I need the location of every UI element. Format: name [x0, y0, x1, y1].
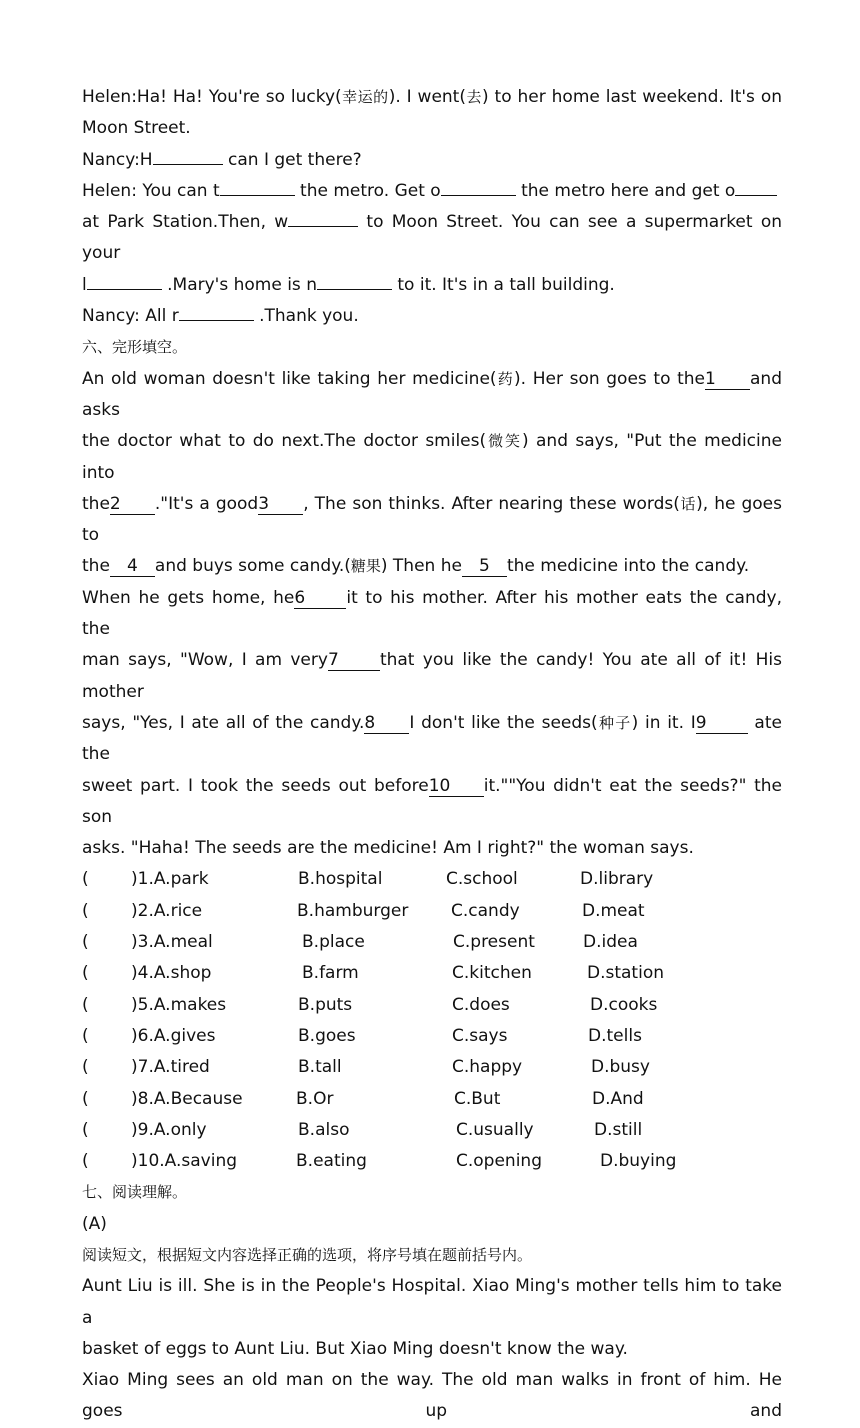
cloze-line-8: sweet part. I took the seeds out before10 it.""You didn't eat the seeds?" the son [82, 775, 783, 827]
cloze-blank-8[interactable]: 8 [364, 713, 409, 734]
option-c: C.opening [456, 1151, 542, 1172]
passage-line-1: Aunt Liu is ill. She is in the People's Hospital. Xiao Ming's mother tells him to take a [82, 1276, 782, 1328]
answer-blank[interactable] [153, 164, 223, 165]
reading-instruction: 阅读短文，根据短文内容选择正确的选项，将序号填在题前括号内。 [82, 1245, 533, 1264]
option-d: D.meat [582, 900, 645, 921]
option-row-10 [82, 1146, 782, 1177]
option-b: B.place [302, 932, 365, 953]
option-d: D.buying [600, 1151, 677, 1172]
option-b: B.also [298, 1119, 350, 1140]
answer-paren[interactable]: ( [82, 1057, 89, 1078]
cloze-blank-7[interactable]: 7 [328, 650, 380, 671]
section-7-title: 七、阅读理解。 [82, 1183, 188, 1202]
cloze-line-6: man says, "Wow, I am very7 that you like the candy! You ate all of it! His mother [82, 650, 782, 702]
passage-label: (A) [82, 1213, 107, 1234]
option-c: C.school [446, 869, 518, 890]
answer-blank[interactable] [735, 195, 777, 196]
answer-paren[interactable]: ( [82, 963, 89, 984]
answer-paren[interactable]: ( [82, 1088, 89, 1109]
option-c: C.happy [452, 1057, 523, 1078]
option-a: )3.A.meal [131, 932, 213, 953]
option-d: D.library [580, 869, 654, 890]
option-c: C.But [454, 1088, 501, 1109]
cloze-blank-6[interactable]: 6 [294, 588, 346, 609]
cloze-blank-9[interactable]: 9 [696, 713, 748, 734]
option-row-1 [82, 864, 782, 895]
dialogue-line-7: Nancy: All r .Thank you. [82, 306, 359, 327]
cloze-line-9: asks. "Haha! The seeds are the medicine! Am I right?" the woman says. [82, 838, 694, 859]
cloze-blank-2[interactable]: 2 [110, 494, 155, 515]
cloze-line-3: the2 ."It's a good3 , The son thinks. After nearing these words(话), he goes to [82, 493, 782, 546]
passage-line-2: basket of eggs to Aunt Liu. But Xiao Ming doesn't know the way. [82, 1338, 628, 1359]
option-d: D.And [592, 1088, 644, 1109]
option-d: D.station [587, 963, 664, 984]
dialogue-line-2: Moon Street. [82, 118, 191, 139]
dialogue-line-5: at Park Station.Then, w to Moon Street. You can see a supermarket on your [82, 212, 782, 264]
cloze-line-4: the 4 and buys some candy.(糖果) Then he 5 the medicine into the candy. [82, 556, 750, 577]
option-row-3 [82, 927, 782, 958]
cloze-blank-4[interactable]: 4 [110, 556, 155, 577]
option-row-2 [82, 896, 782, 927]
option-a: )4.A.shop [131, 963, 212, 984]
option-a: )10.A.saving [131, 1151, 238, 1172]
answer-blank[interactable] [317, 289, 392, 290]
cloze-line-5: When he gets home, he6 it to his mother. After his mother eats the candy, the [82, 587, 782, 640]
answer-paren[interactable]: ( [82, 869, 89, 890]
cloze-line-7: says, "Yes, I ate all of the candy.8 I don't like the seeds(种子) in it. I9 ate the [82, 712, 782, 765]
option-b: B.hospital [298, 869, 383, 890]
section-6-title: 六、完形填空。 [82, 338, 188, 357]
cloze-line-2: the doctor what to do next.The doctor smiles(微笑) and says, "Put the medicine into [82, 431, 782, 483]
dialogue-line-6: l .Mary's home is n to it. It's in a tall building. [82, 274, 615, 295]
dialogue-line-1: Helen:Ha! Ha! You're so lucky(幸运的). I went(去) to her home last weekend. It's on [82, 87, 782, 107]
answer-blank[interactable] [220, 195, 295, 196]
dialogue-line-4: Helen: You can t the metro. Get o the metro here and get o [82, 176, 782, 207]
option-c: C.present [453, 932, 535, 953]
option-b: B.hamburger [297, 900, 409, 921]
option-b: B.puts [298, 994, 353, 1015]
option-a: )8.A.Because [131, 1088, 243, 1109]
option-c: C.does [452, 994, 510, 1015]
option-row-5 [82, 990, 782, 1021]
answer-paren[interactable]: ( [82, 1151, 89, 1172]
answer-paren[interactable]: ( [82, 1025, 89, 1046]
option-a: )7.A.tired [131, 1057, 210, 1078]
option-row-4 [82, 958, 782, 989]
answer-paren[interactable]: ( [82, 900, 89, 921]
option-c: C.kitchen [452, 963, 532, 984]
option-row-9 [82, 1115, 782, 1146]
option-row-8 [82, 1084, 782, 1115]
answer-paren[interactable]: ( [82, 1119, 89, 1140]
cloze-line-1: An old woman doesn't like taking her medicine(药). Her son goes to the1 and asks [82, 368, 782, 420]
option-d: D.still [594, 1119, 643, 1140]
option-d: D.tells [588, 1025, 642, 1046]
passage-line-3: Xiao Ming sees an old man on the way. The old man walks in front of him. He goes up and [82, 1370, 782, 1422]
option-b: B.farm [302, 963, 359, 984]
option-a: )6.A.gives [131, 1025, 216, 1046]
answer-blank[interactable] [288, 226, 358, 227]
option-d: D.cooks [590, 994, 658, 1015]
option-b: B.tall [298, 1057, 342, 1078]
option-c: C.candy [451, 900, 520, 921]
options-list [82, 864, 782, 1177]
cloze-blank-1[interactable]: 1 [705, 369, 750, 390]
answer-blank[interactable] [441, 195, 516, 196]
option-a: )5.A.makes [131, 994, 227, 1015]
cloze-blank-10[interactable]: 10 [429, 776, 484, 797]
option-b: B.goes [298, 1025, 356, 1046]
option-a: )2.A.rice [131, 900, 203, 921]
dialogue-line-3: Nancy:H can I get there? [82, 149, 362, 170]
option-row-6 [82, 1021, 782, 1052]
answer-blank[interactable] [87, 289, 162, 290]
worksheet-page [82, 82, 782, 1428]
answer-paren[interactable]: ( [82, 932, 89, 953]
option-row-7 [82, 1052, 782, 1083]
option-d: D.idea [583, 932, 638, 953]
option-c: C.says [452, 1025, 508, 1046]
cloze-blank-3[interactable]: 3 [258, 494, 303, 515]
option-a: )1.A.park [131, 869, 209, 890]
answer-blank[interactable] [179, 320, 254, 321]
option-a: )9.A.only [131, 1119, 207, 1140]
cloze-blank-5[interactable]: 5 [462, 556, 507, 577]
answer-paren[interactable]: ( [82, 994, 89, 1015]
option-b: B.eating [296, 1151, 367, 1172]
option-c: C.usually [456, 1119, 534, 1140]
option-b: B.Or [296, 1088, 334, 1109]
option-d: D.busy [591, 1057, 650, 1078]
